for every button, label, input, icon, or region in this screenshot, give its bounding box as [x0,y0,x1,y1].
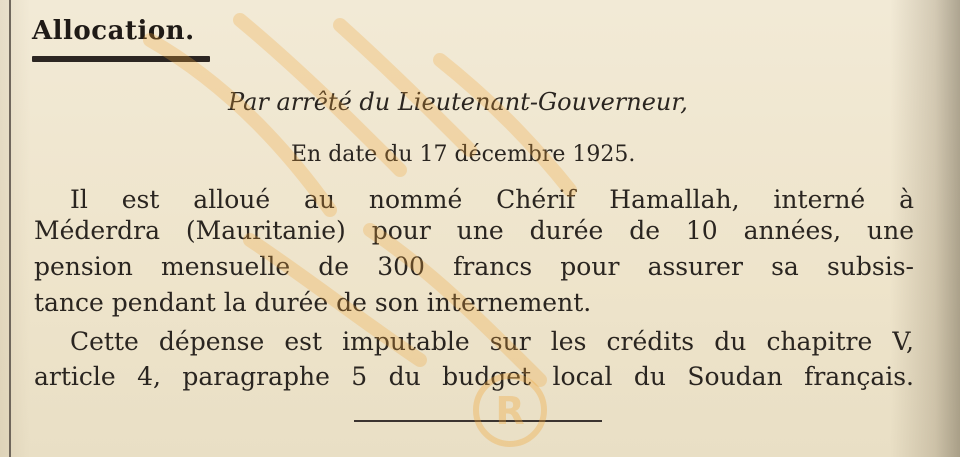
heading-underline [32,56,210,62]
paragraph1-line1: Il est alloué au nommé Chérif Hamallah, interné à [70,185,914,214]
section-heading: Allocation. [32,16,195,46]
closing-rule [354,420,602,422]
paragraph2-line1: Cette dépense est imputable sur les crédits du chapitre V, [70,327,914,356]
paragraph2-line2: article 4, paragraphe 5 du budget local du Soudan français. [34,362,914,391]
margin-rule [9,0,11,457]
date-line: En date du 17 décembre 1925. [291,142,636,167]
paragraph1-line4: tance pendant la durée de son internement. [34,288,592,317]
paragraph1-line3: pension mensuelle de 300 francs pour assurer sa subsis- [34,252,914,281]
svg-text:R: R [495,389,525,433]
paragraph1-line2: Méderdra (Mauritanie) pour une durée de 10 années, une [34,216,914,245]
decree-line: Par arrêté du Lieutenant-Gouverneur, [228,88,688,116]
